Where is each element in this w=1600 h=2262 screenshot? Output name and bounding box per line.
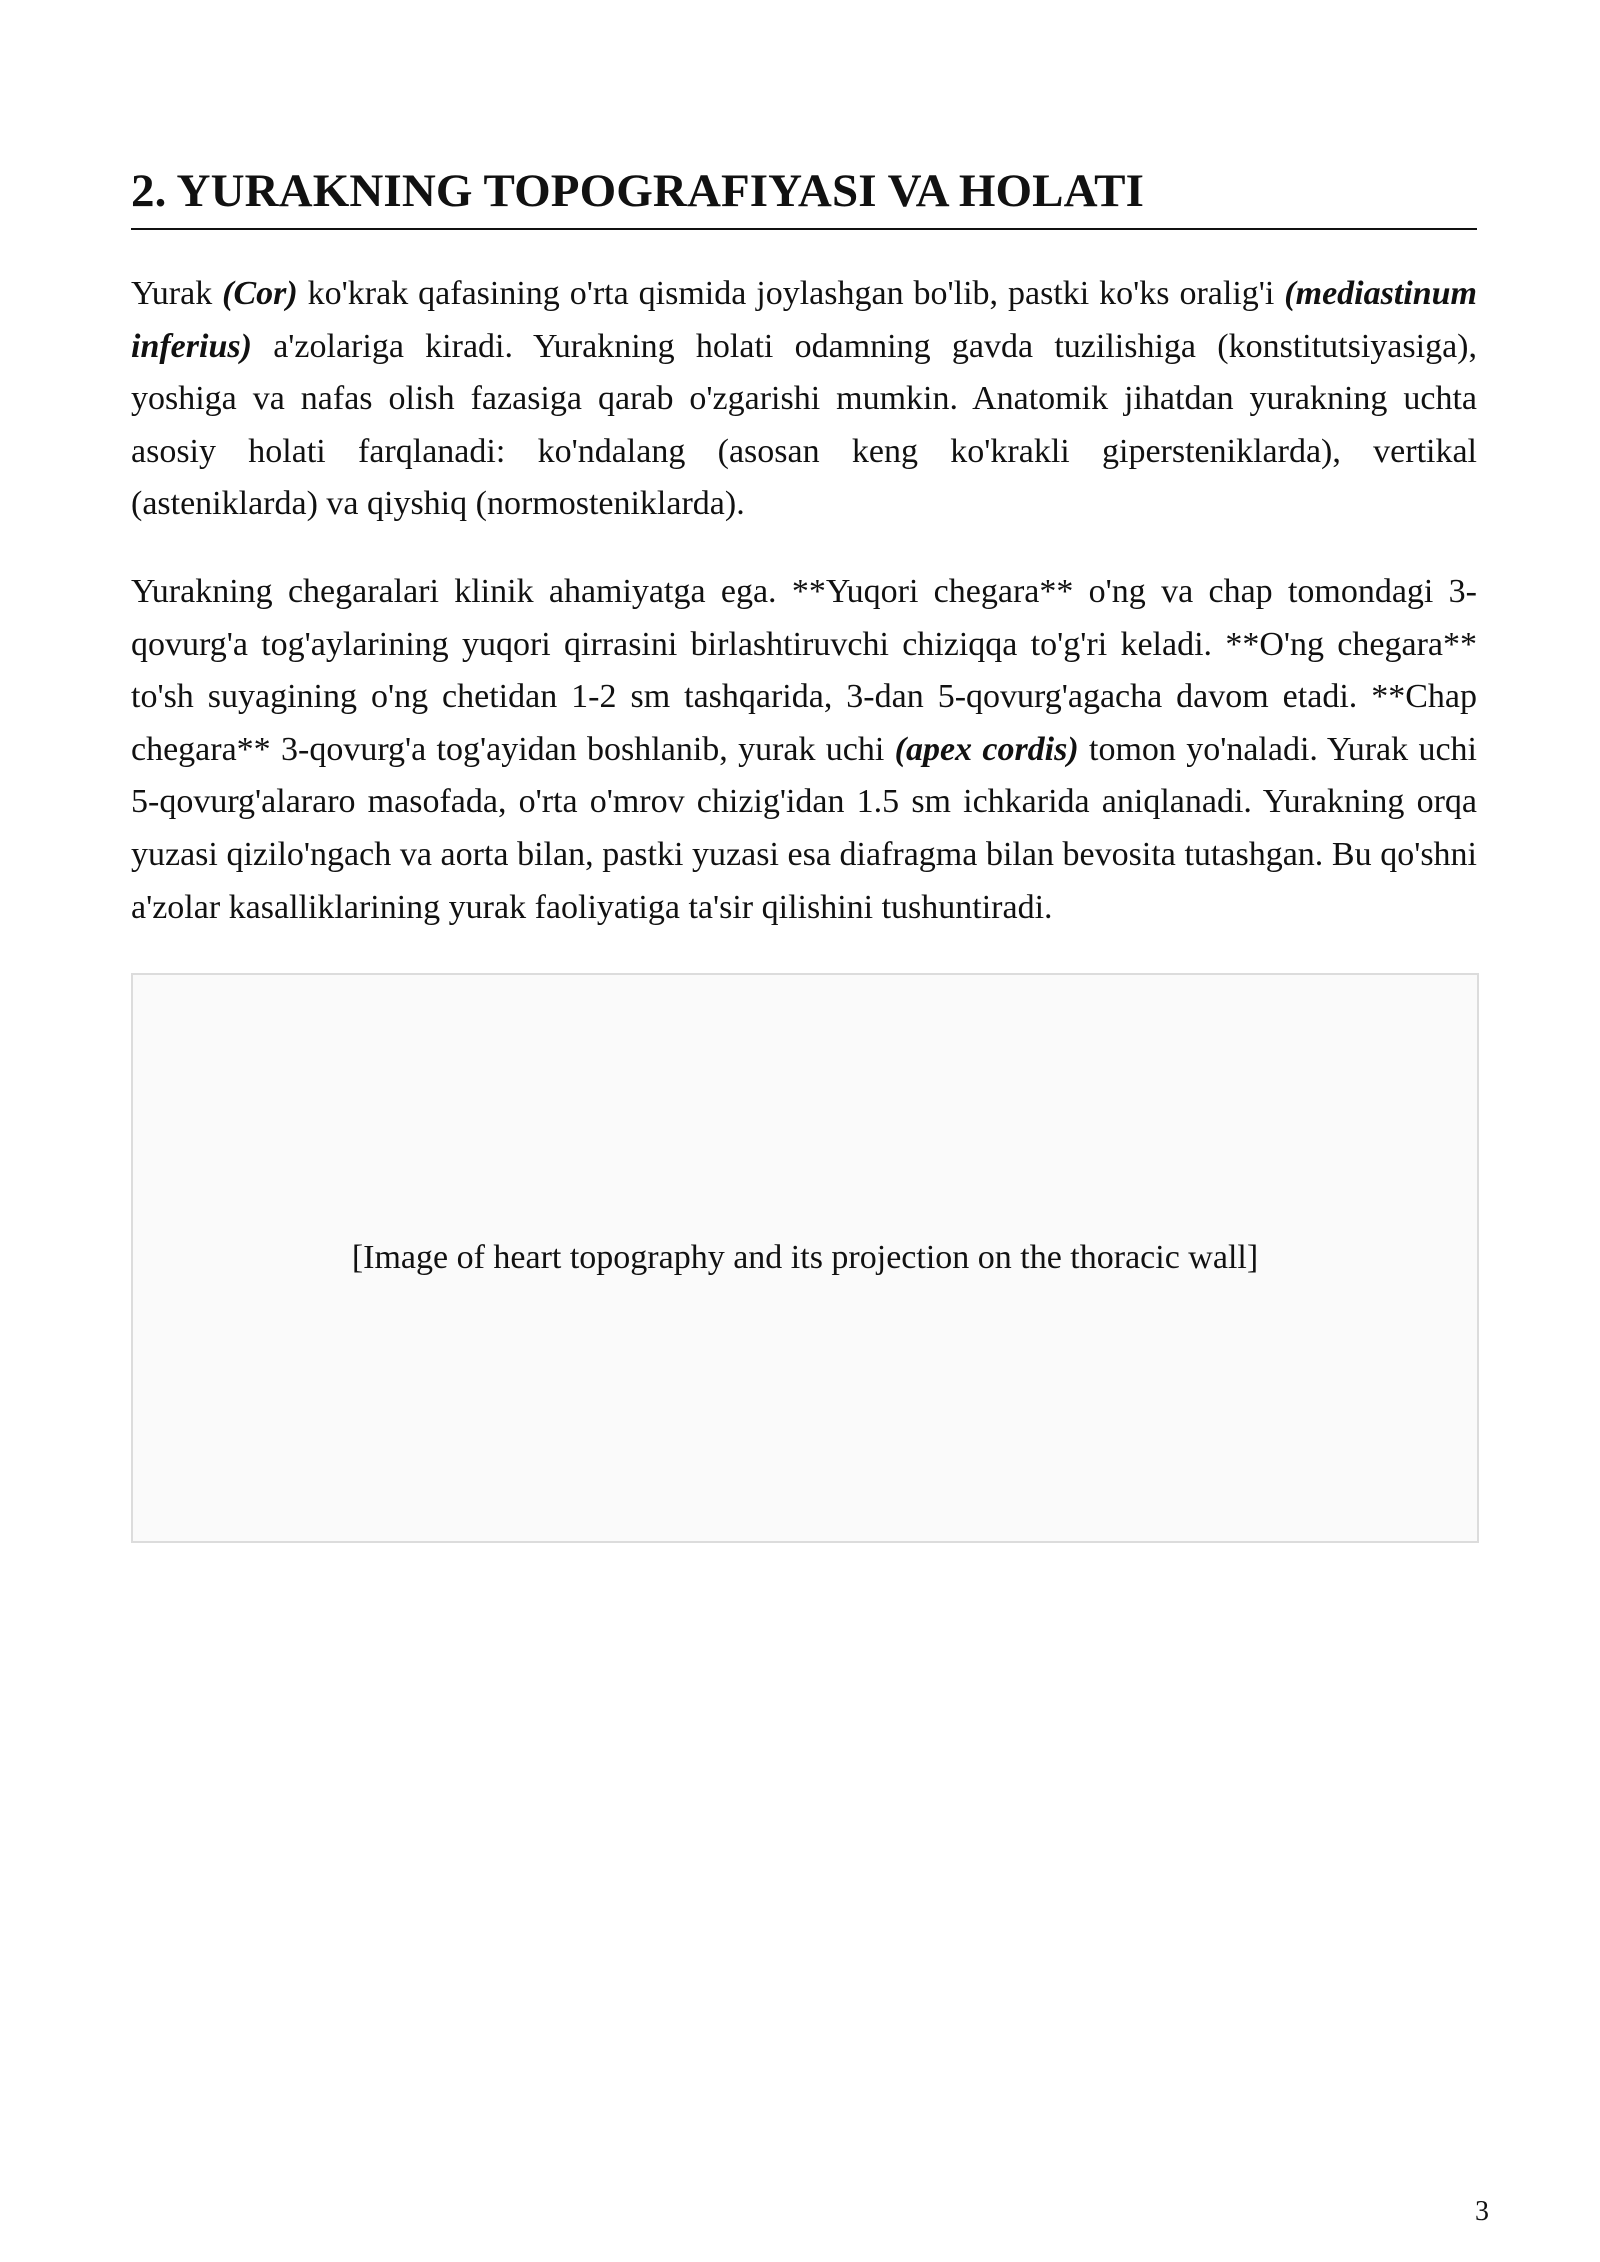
- paragraph-text: tomon yo'naladi. Yurak uchi 5-qovurg'alararo masofada, o'rta o'mrov chizig'idan 1.5 sm ichkarida aniqlanadi. Yurakning orqa yuzasi qizilo'ngach va aorta bilan, pastki yuzasi esa diafragma bilan bevosita tutashgan. Bu qo'shni a'zolar kasalliklarining yurak faoliyatiga ta'sir qilishini tushuntiradi.: [131, 730, 1477, 926]
- paragraph-text: a'zolariga kiradi. Yurakning holati odamning gavda tuzilishiga (konstitutsiyasiga), yoshiga va nafas olish fazasiga qarab o'zgarishi mumkin. Anatomik jihatdan yurakning uchta asosiy holati farqlanadi: ko'ndalang (asosan keng ko'krakli gipersteniklarda), vertikal (asteniklarda) va qiyshiq (normosteniklarda).: [131, 327, 1477, 523]
- paragraph-text: ko'krak qafasining o'rta qismida joylashgan bo'lib, pastki ko'ks oralig'i: [297, 275, 1285, 312]
- page-number: 3: [1475, 2196, 1489, 2227]
- latin-term-apex-cordis: (apex cordis): [894, 730, 1079, 768]
- paragraph-heart-position: [131, 268, 1477, 531]
- figure-caption: [Image of heart topography and its projection on the thoracic wall]: [351, 1239, 1259, 1276]
- paragraph-text: Yurakning chegaralari klinik ahamiyatga ega. **Yuqori chegara** o'ng va chap tomondagi 3-qovurg'a tog'aylarining yuqori qirrasini birlashtiruvchi chiziqqa to'g'ri keladi. **O'ng chegara** to'sh suyagining o'ng chetidan 1-2 sm tashqarida, 3-dan 5-qovurg'agacha davom etadi. **Chap chegara** 3-qovurg'a tog'ayidan boshlanib, yurak uchi: [131, 572, 1477, 768]
- page-content: [131, 160, 1477, 934]
- paragraph-heart-borders: [131, 566, 1477, 934]
- section-title: 2. YURAKNING TOPOGRAFIYASI VA HOLATI: [131, 160, 1477, 230]
- latin-term-cor: (Cor): [222, 275, 298, 312]
- paragraph-text: Yurak: [131, 275, 223, 312]
- latin-term-mediastinum-inferius: (mediastinum inferius): [131, 275, 1477, 365]
- figure-placeholder: [131, 973, 1479, 1543]
